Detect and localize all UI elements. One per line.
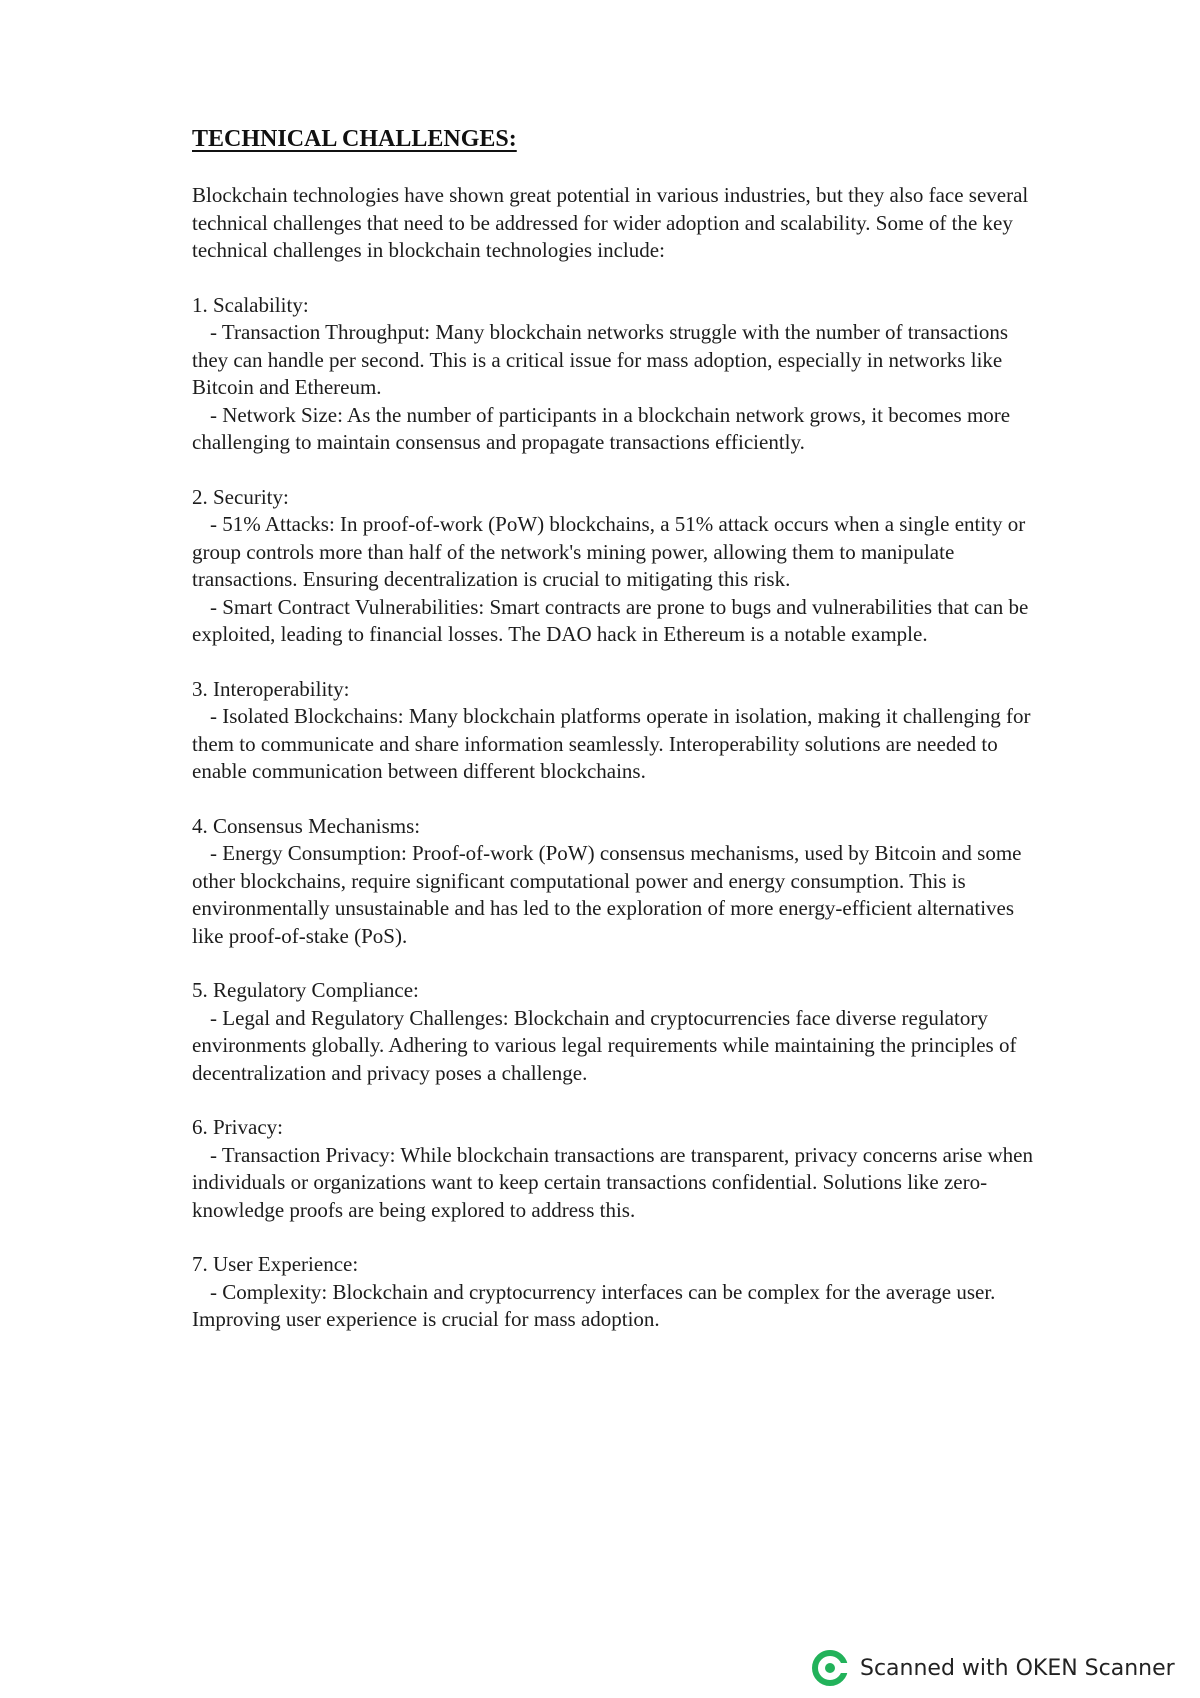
document-content bbox=[192, 124, 1042, 1361]
section-bullet: - Energy Consumption: Proof-of-work (PoW) consensus mechanisms, used by Bitcoin and some other blockchains, require significant computational power and energy consumption. This is environmentally unsustainable and has led to the exploration of more energy-efficient alternatives like proof-of-stake (PoS). bbox=[192, 841, 1022, 948]
section-bullet: - Transaction Privacy: While blockchain transactions are transparent, privacy concerns arise when individuals or organizations want to keep certain transactions confidential. Solutions like zero-knowledge proofs are being explored to address this. bbox=[192, 1142, 1033, 1222]
section-user-experience bbox=[192, 1251, 1042, 1334]
scanner-watermark-text: Scanned with OKEN Scanner bbox=[860, 1655, 1175, 1681]
scanner-watermark bbox=[812, 1650, 1175, 1686]
section-privacy bbox=[192, 1114, 1042, 1224]
section-interoperability bbox=[192, 676, 1042, 786]
section-security bbox=[192, 484, 1042, 649]
document-title: TECHNICAL CHALLENGES: bbox=[192, 126, 517, 152]
section-bullet: - Isolated Blockchains: Many blockchain platforms operate in isolation, making it challenging for them to communicate and share information seamlessly. Interoperability solutions are needed to enable communication between different blockchains. bbox=[192, 704, 1031, 783]
section-bullet: - Transaction Throughput: Many blockchain networks struggle with the number of transactions they can handle per second. This is a critical issue for mass adoption, especially in networks like Bitcoin and Ethereum. bbox=[192, 320, 1009, 399]
section-heading: 5. Regulatory Compliance: bbox=[192, 978, 419, 1002]
section-bullet: - Legal and Regulatory Challenges: Blockchain and cryptocurrencies face diverse regulatory environments globally. Adhering to various legal requirements while maintaining the principles of decentralization and privacy poses a challenge. bbox=[192, 1005, 1017, 1085]
section-consensus-mechanisms bbox=[192, 813, 1042, 951]
section-bullet: - Network Size: As the number of participants in a blockchain network grows, it becomes more challenging to maintain consensus and propagate transactions efficiently. bbox=[192, 402, 1011, 454]
section-heading: 6. Privacy: bbox=[192, 1115, 283, 1139]
section-bullet: - 51% Attacks: In proof-of-work (PoW) blockchains, a 51% attack occurs when a single entity or group controls more than half of the network's mining power, allowing them to manipulate transactions. Ensuring decentralization is crucial to mitigating this risk. bbox=[192, 512, 1026, 591]
section-regulatory-compliance bbox=[192, 977, 1042, 1087]
section-heading: 3. Interoperability: bbox=[192, 676, 350, 701]
section-scalability bbox=[192, 292, 1042, 457]
oken-scanner-logo-icon bbox=[812, 1650, 848, 1686]
section-bullet: - Smart Contract Vulnerabilities: Smart contracts are prone to bugs and vulnerabilities that can be exploited, leading to financial losses. The DAO hack in Ethereum is a notable example. bbox=[192, 594, 1029, 646]
section-heading: 4. Consensus Mechanisms: bbox=[192, 813, 421, 838]
section-heading: 2. Security: bbox=[192, 484, 289, 509]
section-bullet: - Complexity: Blockchain and cryptocurrency interfaces can be complex for the average user. Improving user experience is crucial for mass adoption. bbox=[192, 1279, 996, 1331]
section-heading: 1. Scalability: bbox=[192, 292, 309, 317]
intro-paragraph: Blockchain technologies have shown great potential in various industries, but they also face several technical challenges that need to be addressed for wider adoption and scalability. Some of the key technical challenges in blockchain technologies include: bbox=[192, 183, 1029, 262]
section-heading: 7. User Experience: bbox=[192, 1252, 359, 1276]
